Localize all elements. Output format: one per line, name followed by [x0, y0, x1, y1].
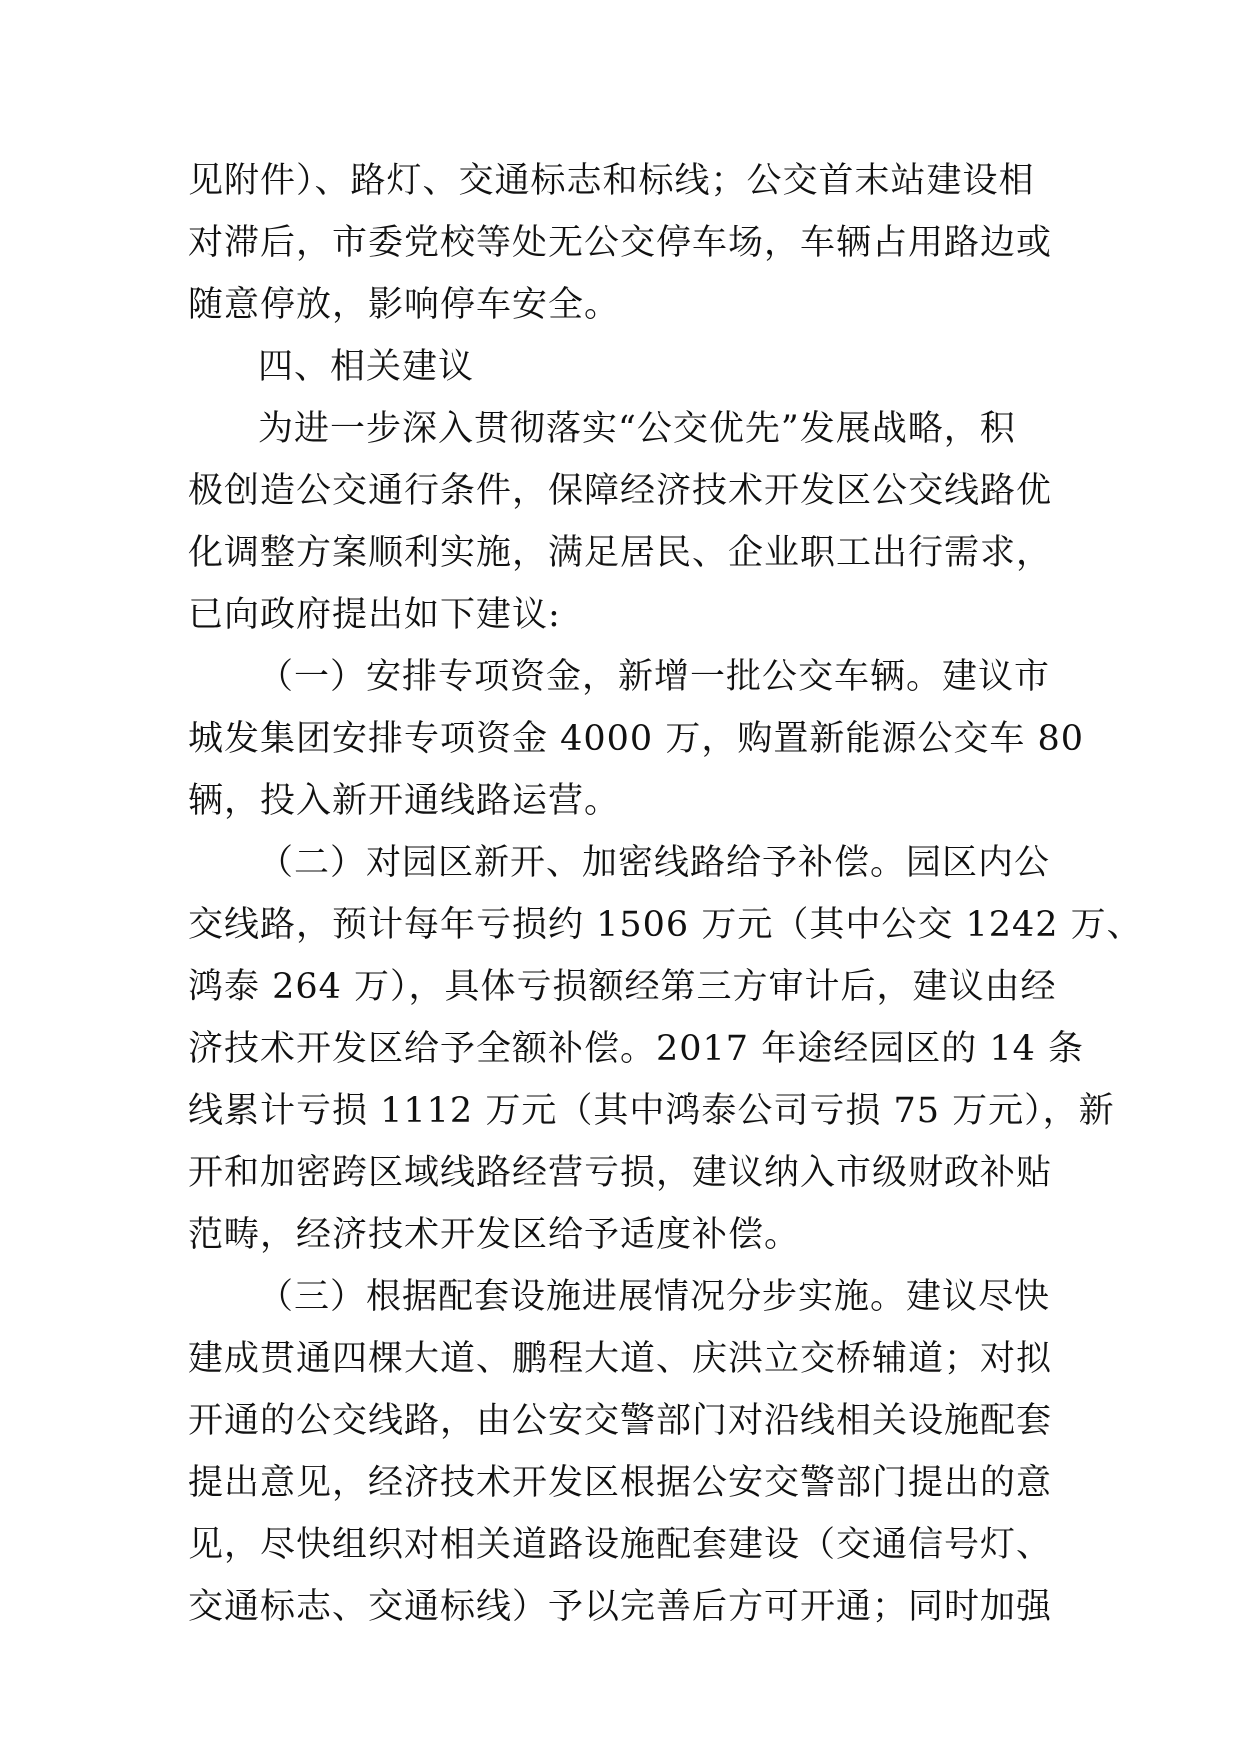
text-line: 范畴，经济技术开发区给予适度补偿。 — [188, 1215, 801, 1255]
text-line: 见附件）、路灯、交通标志和标线；公交首末站建设相 — [188, 161, 1035, 201]
text-line: 对滞后，市委党校等处无公交停车场，车辆占用路边或 — [188, 223, 1053, 263]
text-line: 城发集团安排专项资金 4000 万，购置新能源公交车 80 — [188, 719, 1084, 759]
text-line: （二）对园区新开、加密线路给予补偿。园区内公 — [258, 843, 1051, 883]
text-line: 线累计亏损 1112 万元（其中鸿泰公司亏损 75 万元），新 — [188, 1091, 1115, 1131]
body-text — [188, 150, 1143, 1638]
text-line: 交通标志、交通标线）予以完善后方可开通；同时加强 — [188, 1587, 1053, 1627]
text-line: 交线路，预计每年亏损约 1506 万元（其中公交 1242 万、 — [188, 905, 1143, 945]
text-line: （三）根据配套设施进展情况分步实施。建议尽快 — [258, 1277, 1051, 1317]
text-line: 鸿泰 264 万），具体亏损额经第三方审计后，建议由经 — [188, 967, 1057, 1007]
text-line: 提出意见，经济技术开发区根据公安交警部门提出的意 — [188, 1463, 1053, 1503]
text-line: 开和加密跨区域线路经营亏损，建议纳入市级财政补贴 — [188, 1153, 1053, 1193]
text-line: 见，尽快组织对相关道路设施配套建设（交通信号灯、 — [188, 1525, 1053, 1565]
text-line: 化调整方案顺利实施，满足居民、企业职工出行需求， — [188, 533, 1053, 573]
text-line: 济技术开发区给予全额补偿。2017 年途经园区的 14 条 — [188, 1029, 1084, 1069]
text-line: 开通的公交线路，由公安交警部门对沿线相关设施配套 — [188, 1401, 1053, 1441]
text-line: 辆，投入新开通线路运营。 — [188, 781, 621, 821]
text-line: 建成贯通四棵大道、鹏程大道、庆洪立交桥辅道；对拟 — [188, 1339, 1053, 1379]
text-line: 为进一步深入贯彻落实“公交优先”发展战略，积 — [258, 409, 1016, 449]
text-line: 已向政府提出如下建议: — [188, 595, 561, 635]
text-line: 随意停放，影响停车安全。 — [188, 285, 621, 325]
section-heading: 四、相关建议 — [258, 347, 475, 387]
text-line: （一）安排专项资金，新增一批公交车辆。建议市 — [258, 657, 1051, 697]
text-line: 极创造公交通行条件，保障经济技术开发区公交线路优 — [188, 471, 1053, 511]
